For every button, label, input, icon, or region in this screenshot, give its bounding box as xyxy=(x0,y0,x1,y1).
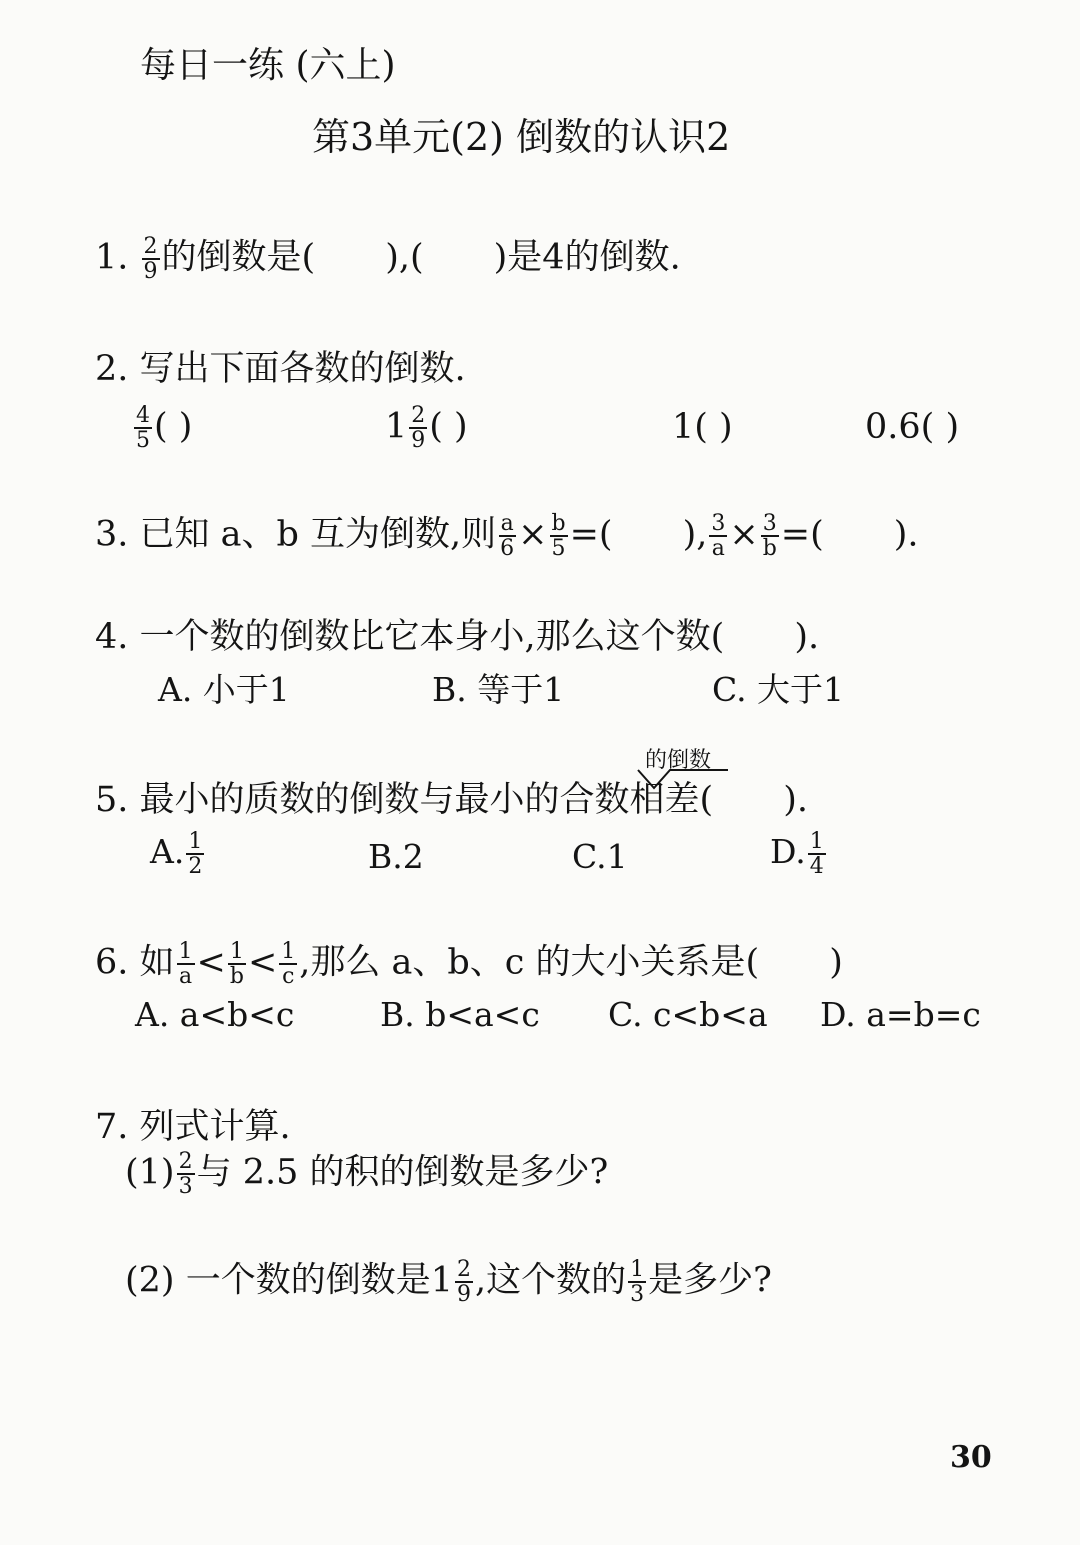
q5-option-a[interactable]: A. $\frac{1}{2}$ xyxy=(150,829,203,880)
question-4: 4. 一个数的倒数比它本身小,那么这个数( ). xyxy=(95,617,820,657)
q6-fraction-1-a: $\frac{1}{a}$ xyxy=(178,939,193,990)
q3-fraction-3-a: $\frac{3}{a}$ xyxy=(711,511,726,562)
q5-option-b[interactable]: B.2 xyxy=(368,837,424,876)
question-6: 6. 如 $\frac{1}{a}$ < $\frac{1}{b}$ < $\frac{1}{c}$ ,那么 a、b、c 的大小关系是( ) xyxy=(95,939,843,990)
question-3: 3. 已知 a、b 互为倒数,则 $\frac{a}{6}$ × $\frac{b}{5}$ =( ), $\frac{3}{a}$ × $\frac{3}{b}$ =( ). xyxy=(95,511,919,562)
question-2: 2. 写出下面各数的倒数. xyxy=(95,349,466,389)
q2-item-2[interactable]: 1 $\frac{2}{9}$ ( ) xyxy=(385,403,468,454)
question-7: 7. 列式计算. xyxy=(95,1107,291,1147)
q1-fraction: $\frac{2}{9}$ xyxy=(143,234,158,285)
q4-option-a[interactable]: A. 小于1 xyxy=(158,670,290,709)
q3-fraction-3-b: $\frac{3}{b}$ xyxy=(762,511,777,562)
q1-text-b: ),( xyxy=(385,237,424,278)
q3-fraction-a-6: $\frac{a}{6}$ xyxy=(500,511,515,562)
q3-fraction-b-5: $\frac{b}{5}$ xyxy=(551,511,566,562)
q5-option-c[interactable]: C.1 xyxy=(572,837,628,876)
q5-option-d[interactable]: D. $\frac{1}{4}$ xyxy=(770,829,824,880)
page-number: 30 xyxy=(950,1440,992,1475)
q6-fraction-1-c: $\frac{1}{c}$ xyxy=(281,939,296,990)
worksheet-header: 每日一练 (六上) xyxy=(140,45,396,86)
worksheet-title: 第3单元(2) 倒数的认识2 xyxy=(312,115,731,159)
q6-option-c[interactable]: C. c<b<a xyxy=(608,995,768,1034)
q6-option-d[interactable]: D. a=b=c xyxy=(820,995,981,1034)
q6-option-a[interactable]: A. a<b<c xyxy=(135,995,295,1034)
q2-item-3[interactable]: 1( ) xyxy=(672,407,733,447)
q1-text-c: )是4的倒数. xyxy=(493,237,681,278)
q6-option-b[interactable]: B. b<a<c xyxy=(380,995,540,1034)
q4-option-b[interactable]: B. 等于1 xyxy=(432,670,565,709)
q5-handwritten-insertion: 的倒数 xyxy=(645,748,712,773)
q2-item-1[interactable]: $\frac{4}{5}$ ( ) xyxy=(136,403,193,454)
question-5: 5. 最小的质数的倒数与最小的合数相差( ). xyxy=(95,780,808,820)
q1-text-a: 的倒数是( xyxy=(161,237,316,278)
question-1 xyxy=(95,235,681,283)
q7-sub-2: (2) 一个数的倒数是1 $\frac{2}{9}$ ,这个数的 $\frac{1}{3}$ 是多少? xyxy=(125,1257,772,1308)
q1-number: 1. xyxy=(95,237,129,278)
q4-option-c[interactable]: C. 大于1 xyxy=(712,670,845,709)
q7-sub-1: (1) $\frac{2}{3}$ 与 2.5 的积的倒数是多少? xyxy=(125,1149,609,1200)
q6-fraction-1-b: $\frac{1}{b}$ xyxy=(229,939,244,990)
q2-item-4[interactable]: 0.6( ) xyxy=(865,407,960,447)
